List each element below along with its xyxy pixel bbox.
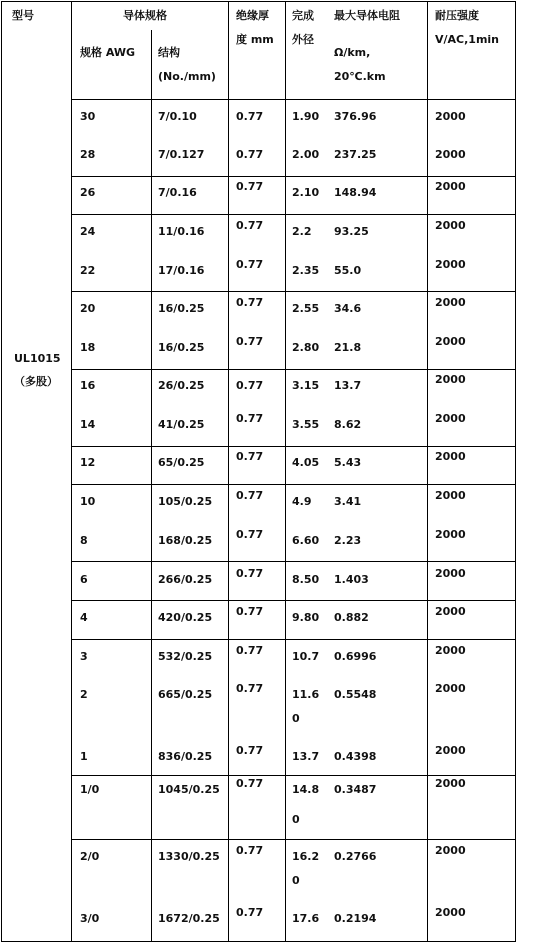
header-conductor-spec: 导体规格	[123, 9, 167, 22]
voltage-cell: 2000	[435, 777, 466, 790]
col-divider-model	[71, 1, 72, 942]
awg-cell: 10	[80, 495, 96, 508]
od-cell: 14.8	[292, 783, 320, 796]
col-divider-resistance	[427, 1, 428, 942]
structure-cell: 532/0.25	[158, 650, 213, 663]
group-separator	[72, 484, 515, 485]
resistance-cell: 13.7	[334, 379, 362, 392]
col-divider-structure	[228, 1, 229, 942]
awg-cell: 1/0	[80, 783, 100, 796]
awg-cell: 28	[80, 148, 96, 161]
awg-cell: 3/0	[80, 912, 100, 925]
header-resistance-2: Ω/km,	[334, 46, 371, 59]
structure-cell: 7/0.127	[158, 148, 205, 161]
awg-cell: 2/0	[80, 850, 100, 863]
voltage-cell: 2000	[435, 180, 466, 193]
od-cell: 3.55	[292, 418, 320, 431]
col-divider-awg	[151, 30, 152, 942]
od-cell: 2.55	[292, 302, 320, 315]
resistance-cell: 0.2194	[334, 912, 377, 925]
resistance-cell: 0.882	[334, 611, 369, 624]
resistance-cell: 148.94	[334, 186, 377, 199]
od-cell: 1.90	[292, 110, 320, 123]
voltage-cell: 2000	[435, 605, 466, 618]
col-divider-insulation	[285, 1, 286, 942]
od-cell: 6.60	[292, 534, 320, 547]
structure-cell: 26/0.25	[158, 379, 205, 392]
structure-cell: 1672/0.25	[158, 912, 220, 925]
resistance-cell: 1.403	[334, 573, 369, 586]
insulation-cell: 0.77	[236, 219, 264, 232]
structure-cell: 65/0.25	[158, 456, 205, 469]
insulation-cell: 0.77	[236, 682, 264, 695]
resistance-cell: 0.5548	[334, 688, 377, 701]
structure-cell: 168/0.25	[158, 534, 213, 547]
group-separator	[72, 99, 515, 100]
insulation-cell: 0.77	[236, 258, 264, 271]
awg-cell: 20	[80, 302, 96, 315]
od-cell-wrap: 0	[292, 874, 300, 887]
od-cell: 9.80	[292, 611, 320, 624]
insulation-cell: 0.77	[236, 450, 264, 463]
structure-cell: 16/0.25	[158, 341, 205, 354]
voltage-cell: 2000	[435, 296, 466, 309]
structure-cell: 17/0.16	[158, 264, 205, 277]
resistance-cell: 0.3487	[334, 783, 377, 796]
voltage-cell: 2000	[435, 567, 466, 580]
resistance-cell: 2.23	[334, 534, 362, 547]
structure-cell: 7/0.16	[158, 186, 197, 199]
resistance-cell: 8.62	[334, 418, 362, 431]
header-resistance-3: 20℃.km	[334, 70, 386, 83]
model-note: （多股）	[14, 375, 58, 388]
insulation-cell: 0.77	[236, 844, 264, 857]
awg-cell: 22	[80, 264, 96, 277]
structure-cell: 16/0.25	[158, 302, 205, 315]
awg-cell: 24	[80, 225, 96, 238]
insulation-cell: 0.77	[236, 906, 264, 919]
od-cell-wrap: 0	[292, 813, 300, 826]
group-separator	[72, 176, 515, 177]
insulation-cell: 0.77	[236, 412, 264, 425]
awg-cell: 6	[80, 573, 88, 586]
od-cell: 17.6	[292, 912, 320, 925]
voltage-cell: 2000	[435, 489, 466, 502]
od-cell: 3.15	[292, 379, 320, 392]
insulation-cell: 0.77	[236, 605, 264, 618]
header-insulation-1: 绝缘厚	[236, 9, 269, 22]
resistance-cell: 0.6996	[334, 650, 377, 663]
model-name: UL1015	[14, 352, 61, 365]
structure-cell: 41/0.25	[158, 418, 205, 431]
od-cell: 8.50	[292, 573, 320, 586]
od-cell-wrap: 0	[292, 712, 300, 725]
header-structure-2: (No./mm)	[158, 70, 216, 83]
od-cell: 4.05	[292, 456, 320, 469]
voltage-cell: 2000	[435, 219, 466, 232]
awg-cell: 26	[80, 186, 96, 199]
insulation-cell: 0.77	[236, 180, 264, 193]
structure-cell: 1330/0.25	[158, 850, 220, 863]
awg-cell: 1	[80, 750, 88, 763]
resistance-cell: 55.0	[334, 264, 362, 277]
voltage-cell: 2000	[435, 844, 466, 857]
voltage-cell: 2000	[435, 644, 466, 657]
insulation-cell: 0.77	[236, 148, 264, 161]
structure-cell: 420/0.25	[158, 611, 213, 624]
structure-cell: 11/0.16	[158, 225, 205, 238]
voltage-cell: 2000	[435, 450, 466, 463]
resistance-cell: 0.4398	[334, 750, 377, 763]
od-cell: 2.80	[292, 341, 320, 354]
header-insulation-2: 度 mm	[236, 33, 274, 46]
voltage-cell: 2000	[435, 335, 466, 348]
voltage-cell: 2000	[435, 906, 466, 919]
insulation-cell: 0.77	[236, 567, 264, 580]
group-separator	[72, 446, 515, 447]
group-separator	[72, 214, 515, 215]
header-od-2: 外径	[292, 33, 314, 46]
group-separator	[72, 775, 515, 776]
group-separator	[72, 369, 515, 370]
voltage-cell: 2000	[435, 373, 466, 386]
awg-cell: 12	[80, 456, 96, 469]
resistance-cell: 5.43	[334, 456, 362, 469]
insulation-cell: 0.77	[236, 296, 264, 309]
insulation-cell: 0.77	[236, 744, 264, 757]
od-cell: 2.2	[292, 225, 312, 238]
resistance-cell: 21.8	[334, 341, 362, 354]
header-model: 型号	[12, 9, 34, 22]
resistance-cell: 237.25	[334, 148, 377, 161]
awg-cell: 8	[80, 534, 88, 547]
awg-cell: 3	[80, 650, 88, 663]
group-separator	[72, 561, 515, 562]
voltage-cell: 2000	[435, 258, 466, 271]
header-withstand-1: 耐压强度	[435, 9, 479, 22]
group-separator	[72, 600, 515, 601]
structure-cell: 105/0.25	[158, 495, 213, 508]
voltage-cell: 2000	[435, 110, 466, 123]
structure-cell: 7/0.10	[158, 110, 197, 123]
resistance-cell: 3.41	[334, 495, 362, 508]
header-structure-1: 结构	[158, 46, 180, 59]
structure-cell: 836/0.25	[158, 750, 213, 763]
od-cell: 2.35	[292, 264, 320, 277]
structure-cell: 1045/0.25	[158, 783, 220, 796]
spec-table	[1, 1, 516, 942]
structure-cell: 665/0.25	[158, 688, 213, 701]
structure-cell: 266/0.25	[158, 573, 213, 586]
insulation-cell: 0.77	[236, 489, 264, 502]
insulation-cell: 0.77	[236, 110, 264, 123]
od-cell: 10.7	[292, 650, 320, 663]
awg-cell: 4	[80, 611, 88, 624]
voltage-cell: 2000	[435, 744, 466, 757]
header-resistance-1: 最大导体电阻	[334, 9, 400, 22]
voltage-cell: 2000	[435, 412, 466, 425]
od-cell: 4.9	[292, 495, 312, 508]
awg-cell: 18	[80, 341, 96, 354]
awg-cell: 30	[80, 110, 96, 123]
od-cell: 13.7	[292, 750, 320, 763]
insulation-cell: 0.77	[236, 379, 264, 392]
resistance-cell: 376.96	[334, 110, 377, 123]
insulation-cell: 0.77	[236, 777, 264, 790]
group-separator	[72, 291, 515, 292]
od-cell: 2.10	[292, 186, 320, 199]
group-separator	[72, 839, 515, 840]
resistance-cell: 93.25	[334, 225, 369, 238]
resistance-cell: 34.6	[334, 302, 362, 315]
voltage-cell: 2000	[435, 528, 466, 541]
od-cell: 16.2	[292, 850, 320, 863]
header-od-1: 完成	[292, 9, 314, 22]
od-cell: 11.6	[292, 688, 320, 701]
header-withstand-2: V/AC,1min	[435, 33, 500, 46]
insulation-cell: 0.77	[236, 528, 264, 541]
awg-cell: 2	[80, 688, 88, 701]
od-cell: 2.00	[292, 148, 320, 161]
awg-cell: 14	[80, 418, 96, 431]
group-separator	[72, 639, 515, 640]
voltage-cell: 2000	[435, 682, 466, 695]
insulation-cell: 0.77	[236, 335, 264, 348]
awg-cell: 16	[80, 379, 96, 392]
resistance-cell: 0.2766	[334, 850, 377, 863]
header-awg: 规格 AWG	[80, 46, 136, 59]
insulation-cell: 0.77	[236, 644, 264, 657]
voltage-cell: 2000	[435, 148, 466, 161]
